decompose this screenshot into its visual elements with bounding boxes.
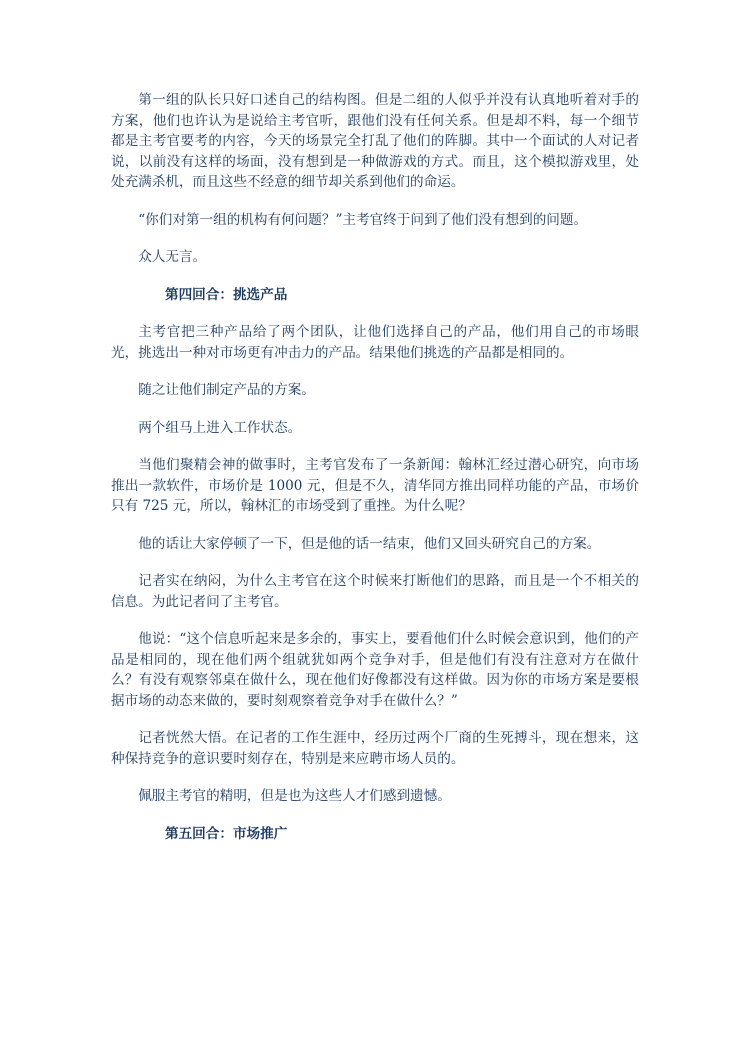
section-heading: 第五回合：市场推广 (165, 825, 288, 842)
paragraph: “你们对第一组的机构有何问题？”主考官终于问到了他们没有想到的问题。 (138, 211, 588, 228)
paragraph: 随之让他们制定产品的方案。 (138, 382, 315, 398)
section-heading: 第四回合：挑选产品 (165, 286, 288, 303)
document-body (111, 90, 639, 861)
paragraph: 他的话让大家停顿了一下，但是他的话一结束，他们又回头研究自己的方案。 (138, 535, 601, 552)
paragraph: 当他们聚精会神的做事时，主考官发布了一条新闻：翰林汇经过潜心研究，向市场推出一款软件，市场价是 1000 元，但是不久，清华同方推出同样功能的产品，市场价只有 725 元，所以，翰林汇的市场受到了重挫。为什么呢？ (111, 457, 639, 514)
paragraph: 他说：“这个信息听起来是多余的，事实上，要看他们什么时候会意识到，他们的产品是相同的，现在他们两个组就犹如两个竞争对手，但是他们有没有注意对方在做什么？有没有观察邻桌在做什么，现在他们好像都没有这样做。因为你的市场方案是要根据市场的动态来做的，要时刻观察着竞争对手在做什么？” (111, 631, 639, 709)
paragraph: 主考官把三种产品给了两个团队，让他们选择自己的产品，他们用自己的市场眼光，挑选出一种对市场更有冲击力的产品。结果他们挑选的产品都是相同的。 (111, 324, 639, 361)
paragraph: 记者实在纳闷，为什么主考官在这个时候来打断他们的思路，而且是一个不相关的信息。为此记者问了主考官。 (111, 573, 639, 610)
paragraph: 众人无言。 (138, 249, 207, 265)
paragraph: 记者恍然大悟。在记者的工作生涯中，经历过两个厂商的生死搏斗，现在想来，这种保持竞争的意识要时刻存在，特别是来应聘市场人员的。 (111, 730, 639, 767)
paragraph: 佩服主考官的精明，但是也为这些人才们感到遗憾。 (138, 788, 451, 804)
paragraph: 第一组的队长只好口述自己的结构图。但是二组的人似乎并没有认真地听着对手的方案，他们也许认为是说给主考官听，跟他们没有任何关系。但是却不料，每一个细节都是主考官要考的内容，今天的场景完全打乱了他们的阵脚。其中一个面试的人对记者说，以前没有这样的场面，没有想到是一种做游戏的方式。而且，这个模拟游戏里，处处充满杀机，而且这些不经意的细节却关系到他们的命运。 (111, 92, 639, 190)
paragraph: 两个组马上进入工作状态。 (138, 419, 302, 436)
